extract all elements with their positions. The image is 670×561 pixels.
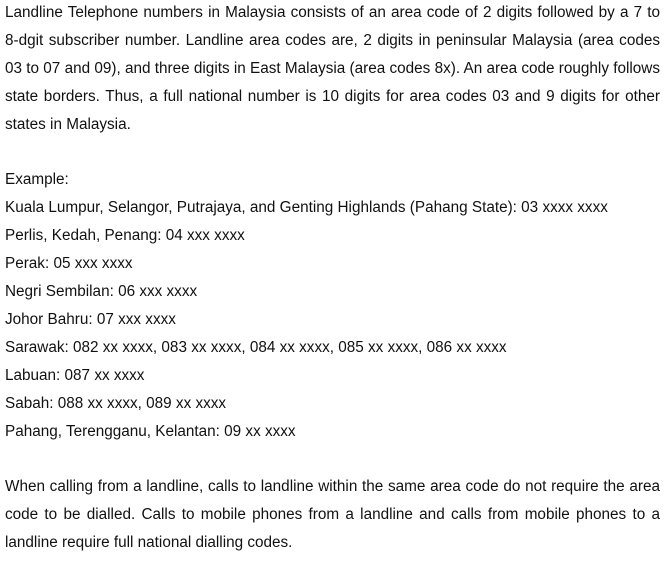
example-item-perak: Perak: 05 xxx xxxx <box>5 255 133 272</box>
example-item-negri-sembilan: Negri Sembilan: 06 xxx xxxx <box>5 283 198 300</box>
example-item-sarawak: Sarawak: 082 xx xxxx, 083 xx xxxx, 084 xx xxxx, 085 xx xxxx, 086 xx xxxx <box>5 339 507 356</box>
intro-paragraph: Landline Telephone numbers in Malaysia consists of an area code of 2 digits followed by a 7 to 8-dgit subscriber number. Landline area codes are, 2 digits in peninsular Malaysia (area codes 03 to 07 and 09), and three digits in East Malaysia (area codes 8x). An area code roughly follows state borders. Thus, a full national number is 10 digits for area codes 03 and 9 digits for other states in Malaysia. <box>5 4 660 133</box>
example-heading: Example: <box>5 171 69 188</box>
example-item-labuan: Labuan: 087 xx xxxx <box>5 367 145 384</box>
paragraph-spacer <box>5 446 660 473</box>
example-section <box>5 166 660 446</box>
example-item-sabah: Sabah: 088 xx xxxx, 089 xx xxxx <box>5 395 227 412</box>
paragraph-spacer <box>5 139 660 166</box>
example-item-pahang-terengganu-kelantan: Pahang, Terengganu, Kelantan: 09 xx xxxx <box>5 423 296 440</box>
example-item-perlis-kedah-penang: Perlis, Kedah, Penang: 04 xxx xxxx <box>5 227 245 244</box>
example-item-kuala-lumpur: Kuala Lumpur, Selangor, Putrajaya, and Genting Highlands (Pahang State): 03 xxxx xxxx <box>5 199 608 216</box>
closing-paragraph: When calling from a landline, calls to landline within the same area code do not require the area code to be dialled. Calls to mobile phones from a landline and calls from mobile phones to a landline require full national dialling codes. <box>5 478 660 551</box>
example-item-johor-bahru: Johor Bahru: 07 xxx xxxx <box>5 311 176 328</box>
